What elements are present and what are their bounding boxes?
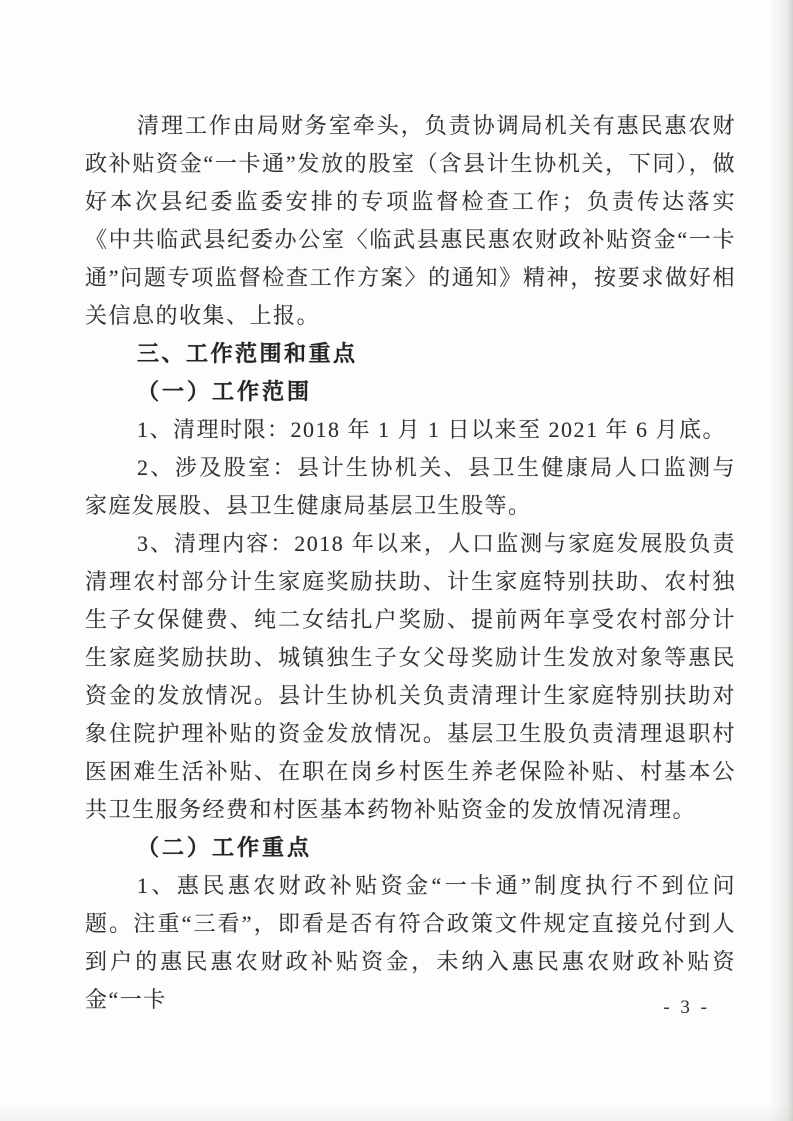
paragraph-intro: 清理工作由局财务室牵头，负责协调局机关有惠民惠农财政补贴资金“一卡通”发放的股室（含县计生协机关，下同），做好本次县纪委监委安排的专项监督检查工作；负责传达落实《中共临武县纪委办公室〈临武县惠民惠农财政补贴资金“一卡通”问题专项监督检查工作方案〉的通知》精神，按要求做好相关信息的收集、上报。 xyxy=(85,113,736,328)
item-cleanup-content: 3、清理内容：2018 年以来，人口监测与家庭发展股负责清理农村部分计生家庭奖励扶助、计生家庭特别扶助、农村独生子女保健费、纯二女结扎户奖励、提前两年享受农村部分计生家庭奖励扶助、城镇独生子女父母奖励计生发放对象等惠民资金的发放情况。县计生协机关负责清理计生家庭特别扶助对象住院护理补贴的资金发放情况。基层卫生股负责清理退职村医困难生活补贴、在职在岗乡村医生养老保险补贴、村基本公共卫生服务经费和村医基本药物补贴资金的发放情况清理。 xyxy=(85,531,736,822)
item-departments-involved: 2、涉及股室：县计生协机关、县卫生健康局人口监测与家庭发展股、县卫生健康局基层卫生股等。 xyxy=(85,455,736,518)
document-text-block xyxy=(85,107,736,1019)
section-heading-scope-and-focus: 三、工作范围和重点 xyxy=(137,341,358,366)
item-cleanup-period: 1、清理时限：2018 年 1 月 1 日以来至 2021 年 6 月底。 xyxy=(137,417,727,442)
paragraph-focus-point-1: 1、惠民惠农财政补贴资金“一卡通”制度执行不到位问题。注重“三看”，即看是否有符合政策文件规定直接兑付到人到户的惠民惠农财政补贴资金，未纳入惠民惠农财政补贴资金“一卡 xyxy=(85,873,736,1012)
subsection-heading-work-focus: （二）工作重点 xyxy=(137,835,313,860)
page-number: - 3 - xyxy=(663,997,710,1018)
subsection-heading-work-scope: （一）工作范围 xyxy=(137,379,313,404)
